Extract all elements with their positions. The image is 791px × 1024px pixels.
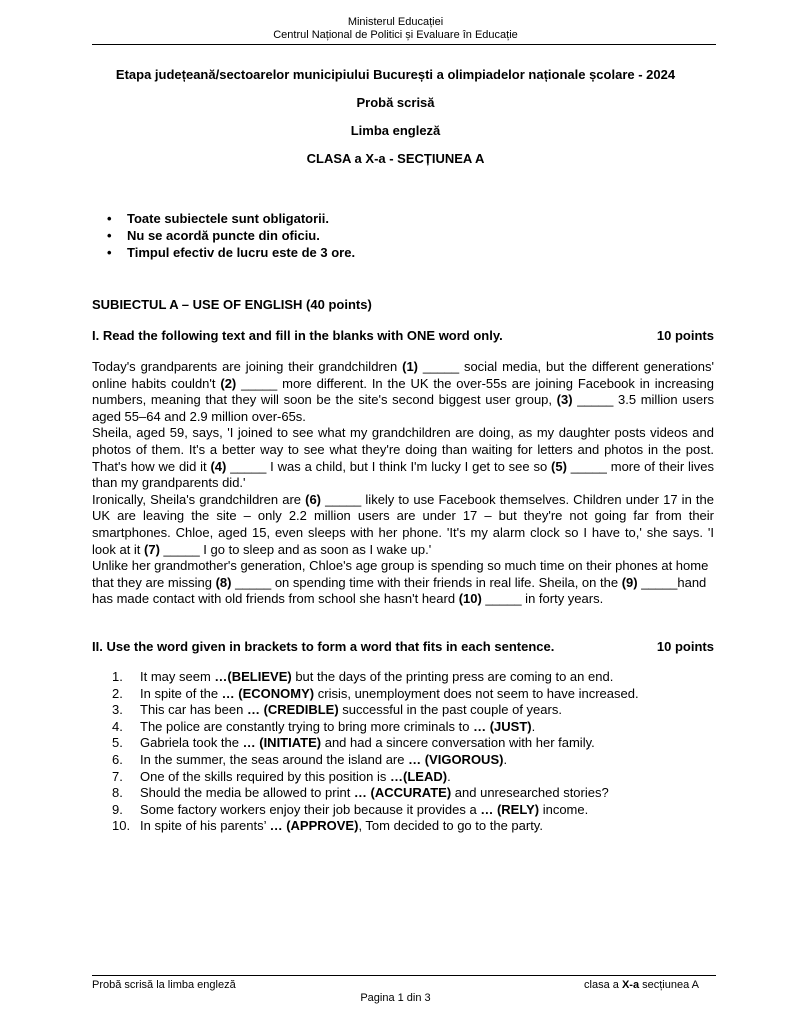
sentence-text: but the days of the printing press are coming to an end.: [291, 669, 614, 684]
gap-number: (4): [210, 458, 227, 474]
gap-number: (6): [305, 491, 322, 507]
sentence-text: income.: [539, 801, 589, 817]
sentence-number: 6.: [112, 751, 123, 767]
sentence-number: 10.: [112, 818, 131, 834]
sentence-number: 1.: [112, 669, 123, 684]
passage-text: Sheila, aged 59, says, 'I joined to see what my grandchildren are doing, as my daughter posts videos and photos of them. It's a better way to see what they're doing than waiting for letters and photos in the post. That's how we did it: [92, 425, 714, 474]
passage-text: _____ I was a child, but I think I'm lucky I get to see so: [226, 458, 552, 474]
sentence-text: .: [447, 768, 451, 784]
page-number: Pagina 1 din 3: [360, 992, 431, 1004]
reading-passage: [92, 359, 714, 608]
sentence-text: Gabriela took the: [140, 735, 243, 751]
sentence-text: Should the media be allowed to print: [140, 785, 354, 801]
word-prompt: … (INITIATE): [242, 735, 322, 751]
sentence-item: [112, 669, 712, 686]
word-prompt: … (VIGOROUS): [408, 751, 504, 767]
word-prompt: … (RELY): [480, 801, 540, 817]
word-prompt: … (APPROVE): [269, 818, 359, 834]
test-title: Probă scrisă: [356, 95, 435, 110]
sentence-text: and had a sincere conversation with her family.: [321, 735, 595, 751]
exam-rules-list: [105, 210, 355, 261]
sentence-item: [112, 769, 712, 786]
sentence-text: and unresearched stories?: [451, 785, 609, 801]
sentence-number: 9.: [112, 801, 123, 817]
sentence-number: 7.: [112, 768, 123, 784]
sentence-number: 8.: [112, 785, 123, 801]
task1-points: 10 points: [656, 328, 714, 343]
gap-number: (1): [402, 359, 418, 374]
sentence-text: This car has been: [140, 702, 247, 718]
task1-heading: [92, 328, 714, 343]
sentence-item: [112, 818, 712, 835]
rule-item: • Toate subiectele sunt obligatorii.: [105, 210, 355, 227]
passage-text: _____ on spending time with their friends in real life. Sheila, on the: [231, 574, 622, 590]
sentence-text: The police are constantly trying to bring more criminals to: [140, 718, 474, 734]
gap-number: (2): [220, 375, 237, 391]
sentence-text: In spite of his parents’: [140, 818, 270, 834]
gap-number: (10): [458, 591, 482, 607]
passage-paragraph: [92, 558, 714, 608]
word-prompt: … (ECONOMY): [221, 685, 315, 701]
passage-text: Ironically, Sheila's grandchildren are: [92, 491, 306, 507]
footer-divider: [92, 975, 716, 976]
sentence-text: In the summer, the seas around the island are: [140, 751, 409, 767]
passage-paragraph: [92, 359, 714, 425]
sentence-text: , Tom decided to go to the party.: [358, 818, 543, 834]
passage-paragraph: [92, 425, 714, 491]
task2-points: 10 points: [656, 639, 714, 654]
passage-text: _____ more different. In the UK the over-55s are joining Facebook in increasing numbers, meaning that they will soon be the site's second biggest user group,: [92, 375, 714, 408]
sentence-item: [112, 702, 712, 719]
passage-text: _____ likely to use Facebook themselves. Children under 17 in the UK are leaving the site – only 2.2 million users are under 17 – but they're not going far from their smartphones. Chloe, aged 15, even sleeps with her phone. 'It's my alarm clock so I have to,' she says. 'I look at it: [92, 491, 714, 557]
passage-text: Unlike her grandmother's generation, Chloe's age group is spending so much time on their phones at home that they are missing: [92, 558, 709, 590]
sentence-item: [112, 752, 712, 769]
footer-right-section: secțiunea A: [639, 979, 699, 991]
footer-right-pre: clasa a: [584, 979, 622, 991]
page-header: [0, 16, 791, 42]
footer-left: Probă scrisă la limba engleză: [92, 979, 236, 991]
sentence-text: successful in the past couple of years.: [338, 702, 562, 718]
passage-text: _____hand has made contact with old friends from school she hasn't heard: [92, 574, 707, 607]
sentence-item: [112, 686, 712, 703]
task2-instruction: II. Use the word given in brackets to form a word that fits in each sentence.: [92, 639, 555, 654]
sentence-item: [112, 735, 712, 752]
subject-title: Limba engleză: [350, 123, 441, 138]
sentence-text: It may seem: [140, 669, 215, 684]
gap-number: (9): [621, 574, 638, 590]
section-title: SUBIECTUL A – USE OF ENGLISH (40 points): [92, 297, 372, 312]
sentence-text: .: [503, 751, 508, 767]
sentence-list: [112, 669, 712, 835]
word-prompt: … (JUST): [473, 718, 532, 734]
sentence-text: crisis, unemployment does not seem to have increased.: [314, 685, 639, 701]
gap-number: (7): [144, 541, 160, 557]
task2-heading: [92, 639, 714, 654]
passage-text: _____ more of their lives than my grandparents did.': [92, 458, 714, 491]
footer-right-class: X-a: [621, 979, 640, 991]
task1-instruction: I. Read the following text and fill in the blanks with ONE word only.: [92, 328, 503, 343]
sentence-number: 3.: [112, 702, 123, 718]
sentence-text: Some factory workers enjoy their job because it provides a: [140, 801, 481, 817]
sentence-number: 2.: [112, 685, 123, 701]
sentence-text: In spite of the: [140, 685, 222, 701]
center-name: Centrul Național de Politici și Evaluare în Educație: [273, 29, 518, 41]
word-prompt: … (CREDIBLE): [246, 702, 339, 718]
rule-item: • Nu se acordă puncte din oficiu.: [105, 227, 355, 244]
passage-text: _____ in forty years.: [481, 591, 604, 607]
passage-text: _____ I go to sleep and as soon as I wake up.': [159, 541, 432, 557]
passage-paragraph: [92, 492, 714, 558]
sentence-number: 4.: [112, 718, 123, 734]
word-prompt: …(BELIEVE): [214, 669, 292, 684]
gap-number: (5): [551, 458, 567, 474]
footer-right: [584, 979, 699, 991]
rule-item: • Timpul efectiv de lucru este de 3 ore.: [105, 244, 355, 261]
passage-text: _____ 3.5 million users aged 55–64 and 2.9 million over-65s.: [92, 392, 714, 424]
ministry-name: Ministerul Educației: [347, 16, 444, 28]
passage-text: _____ social media, but the different generations' online habits couldn't: [92, 359, 714, 391]
sentence-item: [112, 719, 712, 736]
header-divider: [92, 44, 716, 45]
stage-title: Etapa județeană/sectoarelor municipiului București a olimpiadelor naționale școlare - 2024: [115, 67, 676, 82]
sentence-number: 5.: [112, 735, 123, 751]
word-prompt: …(LEAD): [390, 768, 448, 784]
word-prompt: … (ACCURATE): [353, 785, 452, 801]
sentence-item: [112, 785, 712, 802]
gap-number: (8): [215, 574, 232, 590]
sentence-text: .: [531, 718, 536, 734]
passage-text: Today's grandparents are joining their grandchildren: [92, 359, 403, 374]
gap-number: (3): [556, 392, 573, 408]
sentence-item: [112, 802, 712, 819]
sentence-text: One of the skills required by this position is: [140, 768, 391, 784]
class-title: CLASA a X-a - SECȚIUNEA A: [306, 151, 485, 166]
